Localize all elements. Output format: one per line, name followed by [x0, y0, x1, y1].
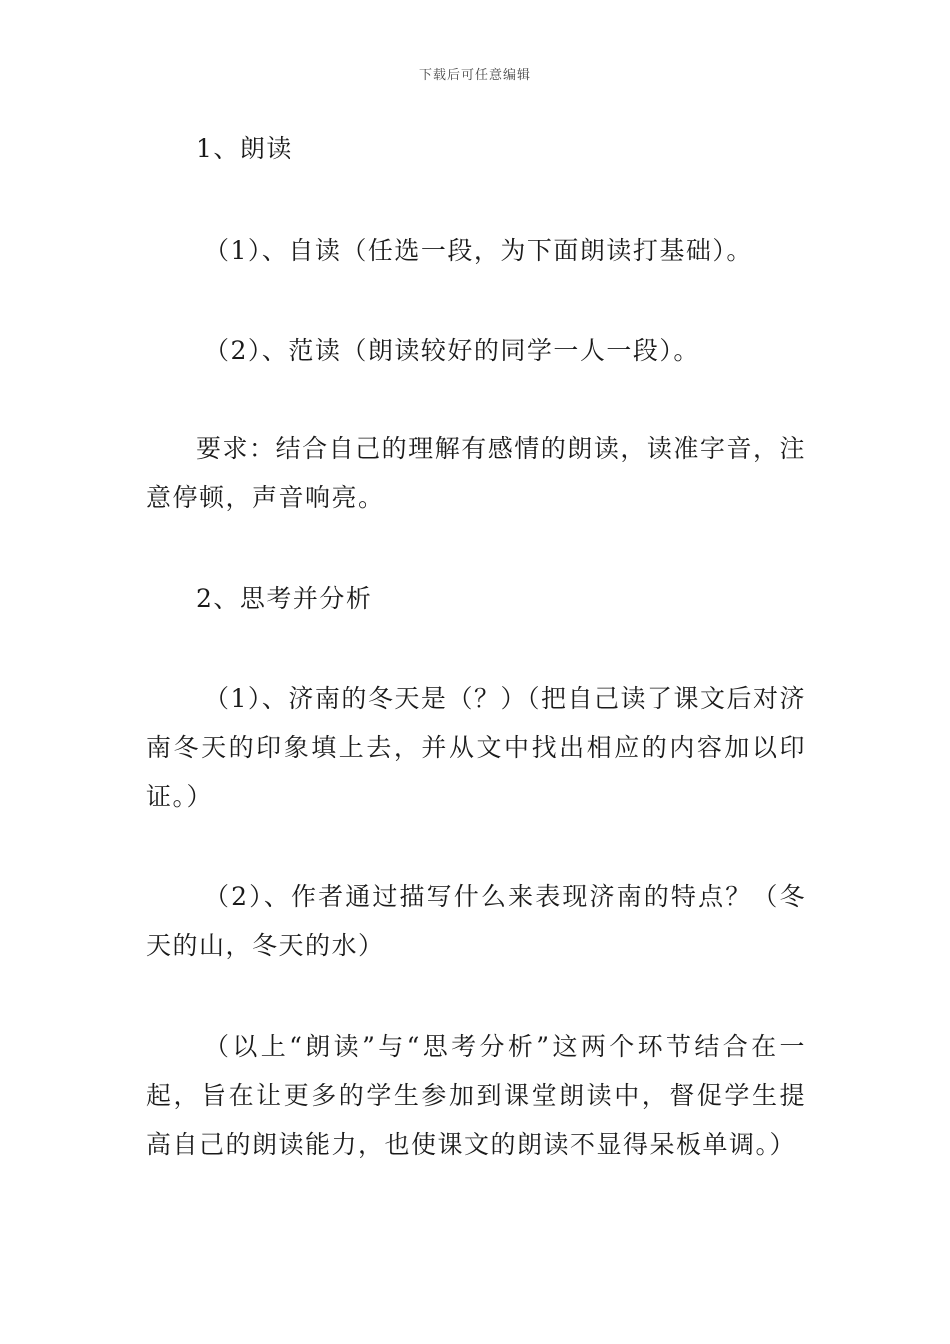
- paragraph-requirements: 要求：结合自己的理解有感情的朗读，读准字音，注意停顿，声音响亮。: [146, 434, 806, 512]
- paragraph-note: （以上“朗读”与“思考分析”这两个环节结合在一起，旨在让更多的学生参加到课堂朗读中，督促学生提高自己的朗读能力，也使课文的朗读不显得呆板单调。）: [146, 1032, 806, 1159]
- section-heading-reading: 1、朗读: [196, 134, 293, 163]
- paragraph-self-reading: （1）、自读（任选一段，为下面朗读打基础）。: [204, 236, 753, 265]
- paragraph-model-reading: （2）、范读（朗读较好的同学一人一段）。: [204, 336, 700, 365]
- header-note: 下载后可任意编辑: [418, 68, 531, 83]
- paragraph-question-2: （2）、作者通过描写什么来表现济南的特点？（冬天的山，冬天的水）: [146, 882, 806, 960]
- paragraph-question-1: （1）、济南的冬天是（？）（把自己读了课文后对济南冬天的印象填上去，并从文中找出相应的内容加以印证。）: [146, 684, 806, 811]
- section-heading-thinking: 2、思考并分析: [196, 584, 373, 613]
